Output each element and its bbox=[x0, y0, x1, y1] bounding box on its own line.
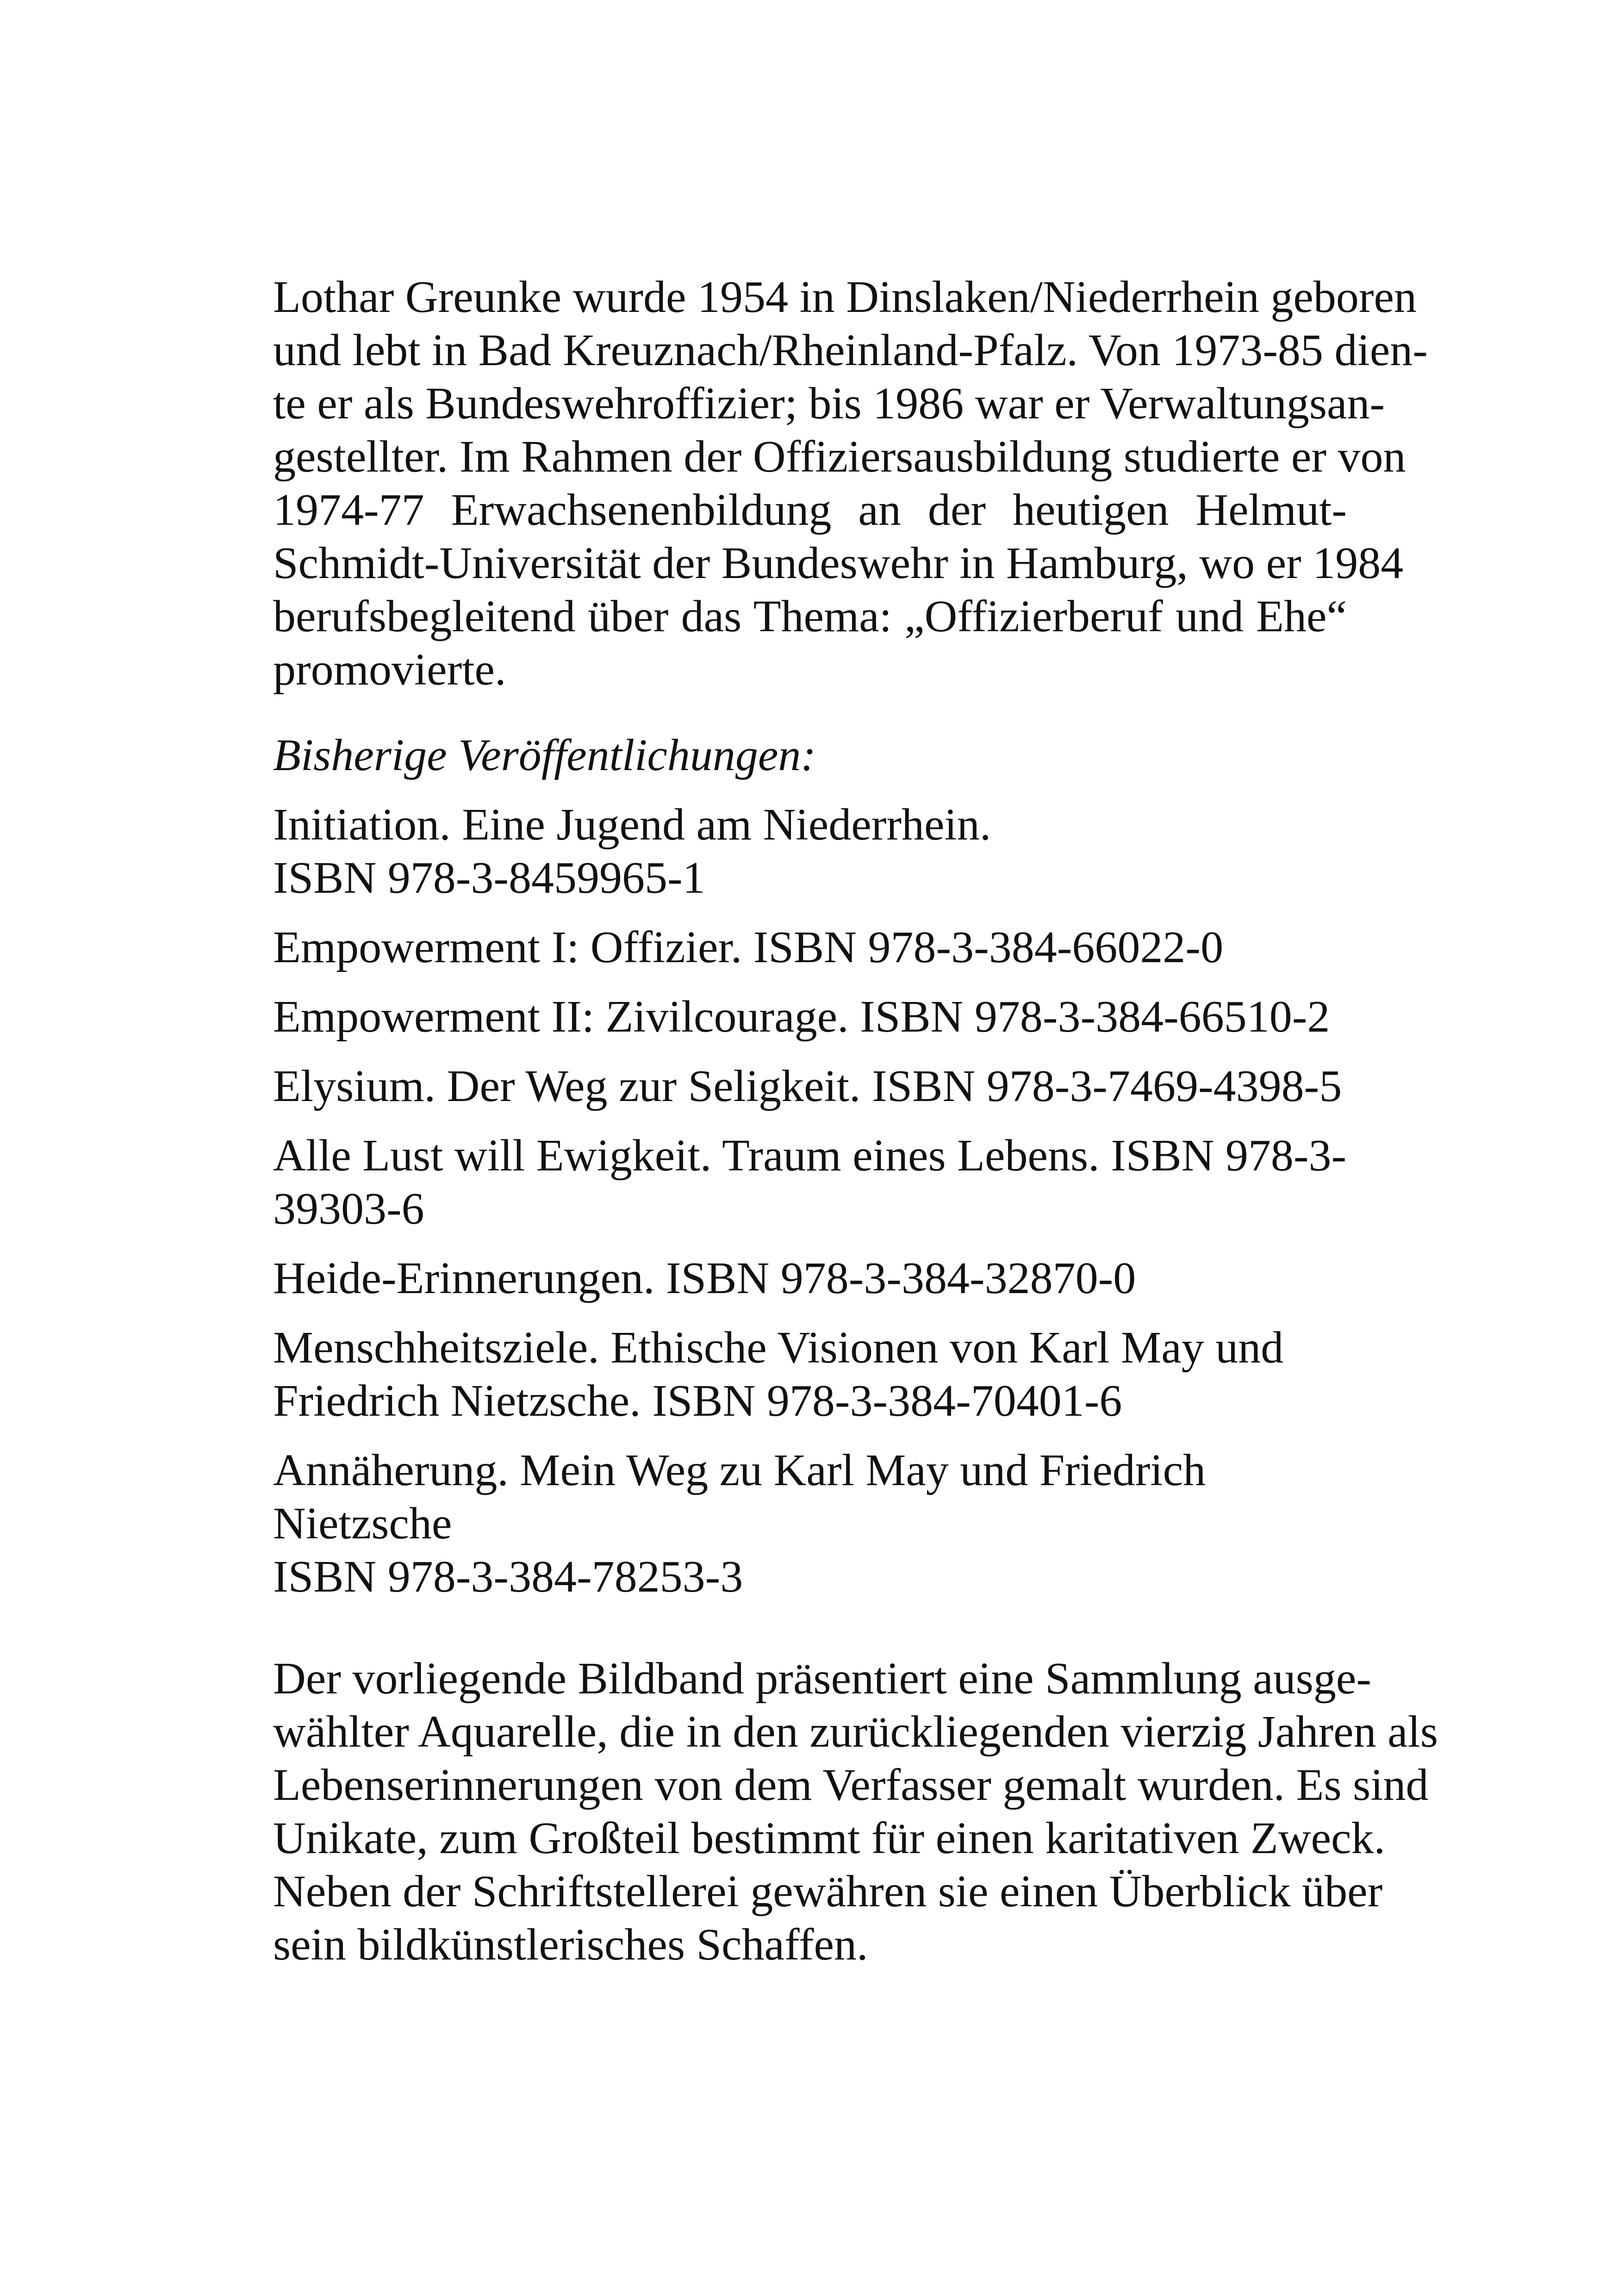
publication-title: Annäherung. Mein Weg zu Karl May und Friedrich Nietzsche bbox=[273, 1445, 1206, 1549]
publication-title: Empowerment I: Offizier. ISBN 978-3-384-66022-0 bbox=[273, 922, 1224, 972]
description-line: Lebenserinnerungen von dem Verfasser gemalt wurden. Es sind bbox=[273, 1760, 1429, 1810]
publication-isbn: ISBN 978-3-8459965-1 bbox=[273, 853, 705, 903]
publication-item bbox=[273, 1321, 1347, 1428]
publication-title: Alle Lust will Ewigkeit. Traum eines Lebens. ISBN 978-3- bbox=[273, 1131, 1347, 1181]
description-line: sein bildkünstlerisches Schaffen. bbox=[273, 1920, 868, 1970]
bio-line: 1974-77 Erwachsenenbildung an der heutigen Helmut- bbox=[273, 485, 1347, 535]
bio-line: gestellter. Im Rahmen der Offiziersausbildung studierte er von bbox=[273, 432, 1406, 482]
book-page bbox=[273, 0, 1438, 2296]
publications-list bbox=[273, 798, 1347, 1620]
description-line: wählter Aquarelle, die in den zurückliegenden vierzig Jahren als bbox=[273, 1707, 1438, 1757]
publication-isbn: ISBN 978-3-384-78253-3 bbox=[273, 1552, 743, 1602]
bio-line: promovierte. bbox=[273, 645, 506, 695]
description-line: Unikate, zum Großteil bestimmt für einen karitativen Zweck. bbox=[273, 1813, 1385, 1863]
publication-item bbox=[273, 1444, 1347, 1604]
publication-isbn: Friedrich Nietzsche. ISBN 978-3-384-70401-6 bbox=[273, 1376, 1122, 1426]
book-description bbox=[273, 1652, 1438, 1972]
publication-isbn: 39303-6 bbox=[273, 1184, 424, 1234]
bio-line: te er als Bundeswehroffizier; bis 1986 war er Verwaltungsan- bbox=[273, 379, 1385, 429]
publication-item bbox=[273, 921, 1347, 974]
publication-title: Initiation. Eine Jugend am Niederrhein. bbox=[273, 800, 991, 850]
author-biography bbox=[273, 271, 1428, 697]
description-line: Der vorliegende Bildband präsentiert eine Sammlung ausge- bbox=[273, 1654, 1372, 1704]
publications-heading: Bisherige Veröffentlichungen: bbox=[273, 730, 816, 780]
bio-line: berufsbegleitend über das Thema: „Offizierberuf und Ehe“ bbox=[273, 591, 1347, 641]
publication-title: Menschheitsziele. Ethische Visionen von Karl May und bbox=[273, 1323, 1284, 1373]
description-line: Neben der Schriftstellerei gewähren sie einen Überblick über bbox=[273, 1867, 1383, 1916]
publication-item bbox=[273, 990, 1347, 1044]
publication-item bbox=[273, 1060, 1347, 1113]
bio-line: und lebt in Bad Kreuznach/Rheinland-Pfalz. Von 1973-85 dien- bbox=[273, 325, 1428, 375]
publication-item bbox=[273, 1252, 1347, 1305]
publication-item bbox=[273, 798, 1347, 905]
publication-title: Empowerment II: Zivilcourage. ISBN 978-3-384-66510-2 bbox=[273, 992, 1330, 1042]
publication-title: Elysium. Der Weg zur Seligkeit. ISBN 978-3-7469-4398-5 bbox=[273, 1061, 1342, 1111]
publication-title: Heide-Erinnerungen. ISBN 978-3-384-32870-0 bbox=[273, 1253, 1136, 1303]
bio-line: Schmidt-Universität der Bundeswehr in Hamburg, wo er 1984 bbox=[273, 538, 1404, 588]
publication-item bbox=[273, 1129, 1347, 1236]
bio-line: Lothar Greunke wurde 1954 in Dinslaken/Niederrhein geboren bbox=[273, 272, 1417, 322]
